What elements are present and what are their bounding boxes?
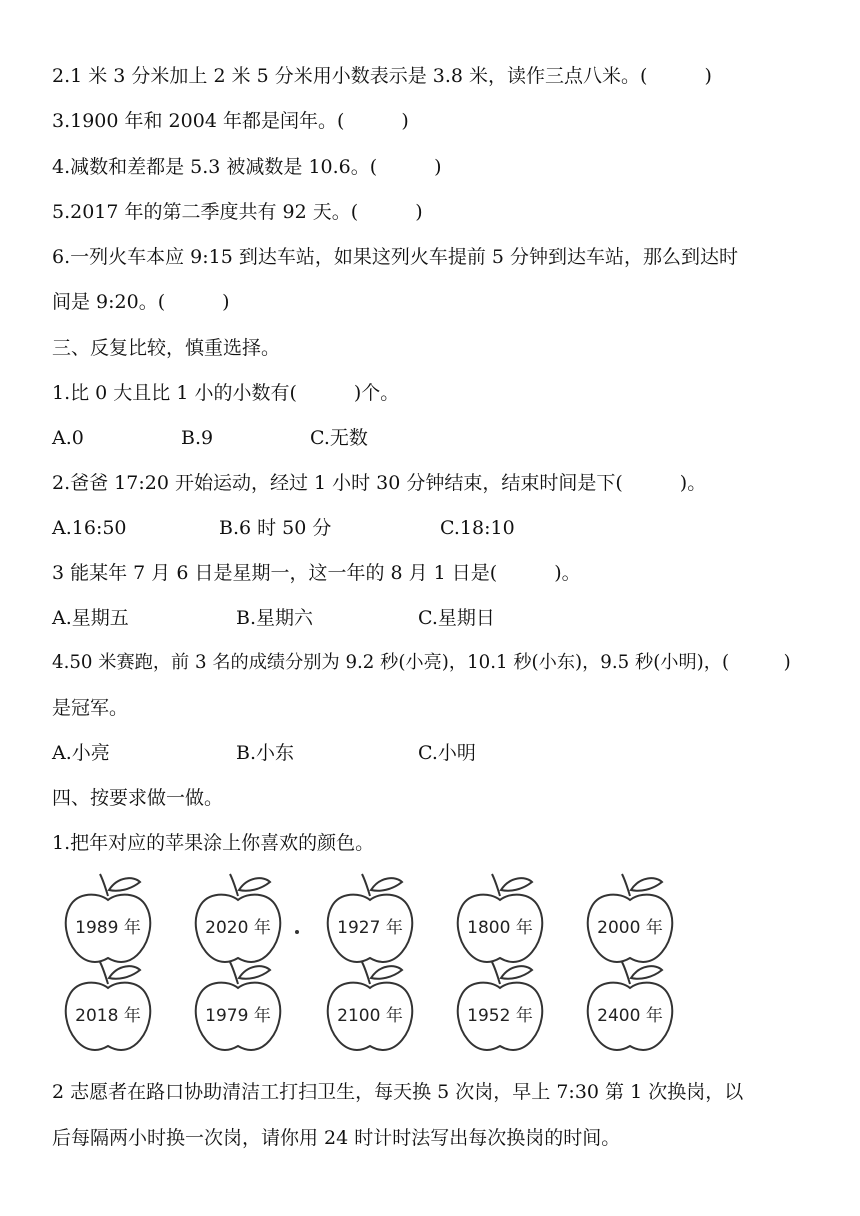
stray-dot [295, 930, 299, 934]
choice-2-option-b: B.6 时 50 分 [219, 517, 332, 539]
apple-year-label: 1927 年 [337, 918, 403, 938]
apple-icon [580, 868, 680, 968]
practice-1: 1.把年对应的苹果涂上你喜欢的颜色。 [52, 832, 375, 854]
apple-year-label: 2400 年 [597, 1006, 663, 1026]
question-5: 5.2017 年的第二季度共有 92 天。( ) [52, 201, 423, 223]
apple-year-label: 1952 年 [467, 1006, 533, 1026]
apple-year-label: 1979 年 [205, 1006, 271, 1026]
apple-icon [188, 956, 288, 1056]
choice-3-option-c: C.星期日 [418, 607, 495, 629]
apple-icon [580, 956, 680, 1056]
apple-year-label: 2020 年 [205, 918, 271, 938]
apple-year-label: 2100 年 [337, 1006, 403, 1026]
choice-question-2: 2.爸爸 17:20 开始运动，经过 1 小时 30 分钟结束，结束时间是下( )。 [52, 472, 707, 494]
choice-2-option-c: C.18:10 [440, 517, 515, 539]
choice-1-option-b: B.9 [181, 427, 214, 449]
apple-year-label: 1989 年 [75, 918, 141, 938]
question-4: 4.减数和差都是 5.3 被减数是 10.6。( ) [52, 156, 442, 178]
choice-1-option-c: C.无数 [310, 427, 368, 449]
choice-1-option-a: A.0 [52, 427, 84, 449]
apple-icon [58, 868, 158, 968]
practice-2-line-1: 2 志愿者在路口协助清洁工打扫卫生，每天换 5 次岗，早上 7:30 第 1 次换岗，以 [52, 1081, 744, 1103]
section-4-heading: 四、按要求做一做。 [52, 787, 224, 809]
apple-icon [320, 868, 420, 968]
choice-question-3: 3 能某年 7 月 6 日是星期一，这一年的 8 月 1 日是( )。 [52, 562, 581, 584]
question-6-line-2: 间是 9:20。( ) [52, 291, 230, 313]
section-3-heading: 三、反复比较，慎重选择。 [52, 337, 281, 359]
choice-question-1: 1.比 0 大且比 1 小的小数有( )个。 [52, 382, 400, 404]
apple-icon [58, 956, 158, 1056]
question-2: 2.1 米 3 分米加上 2 米 5 分米用小数表示是 3.8 米，读作三点八米。( ) [52, 65, 712, 87]
apple-year-label: 1800 年 [467, 918, 533, 938]
apple-year-label: 2018 年 [75, 1006, 141, 1026]
apple-icon [450, 956, 550, 1056]
apple-icon [188, 868, 288, 968]
apple-icon [450, 868, 550, 968]
choice-4-option-b: B.小东 [236, 742, 295, 764]
choice-4-option-c: C.小明 [418, 742, 476, 764]
choice-2-option-a: A.16:50 [52, 517, 127, 539]
choice-question-4-line-2: 是冠军。 [52, 697, 129, 719]
question-3: 3.1900 年和 2004 年都是闰年。( ) [52, 110, 409, 132]
apple-year-label: 2000 年 [597, 918, 663, 938]
choice-4-option-a: A.小亮 [52, 742, 110, 764]
choice-3-option-b: B.星期六 [236, 607, 314, 629]
practice-2-line-2: 后每隔两小时换一次岗，请你用 24 时计时法写出每次换岗的时间。 [52, 1127, 621, 1149]
apple-icon [320, 956, 420, 1056]
question-6-line-1: 6.一列火车本应 9:15 到达车站，如果这列火车提前 5 分钟到达车站，那么到达时 [52, 246, 739, 268]
choice-question-4-line-1: 4.50 米赛跑，前 3 名的成绩分别为 9.2 秒(小亮)，10.1 秒(小东)，9.5 秒(小明)，( ) [52, 652, 791, 673]
apple-grid [58, 868, 678, 1063]
choice-3-option-a: A.星期五 [52, 607, 129, 629]
